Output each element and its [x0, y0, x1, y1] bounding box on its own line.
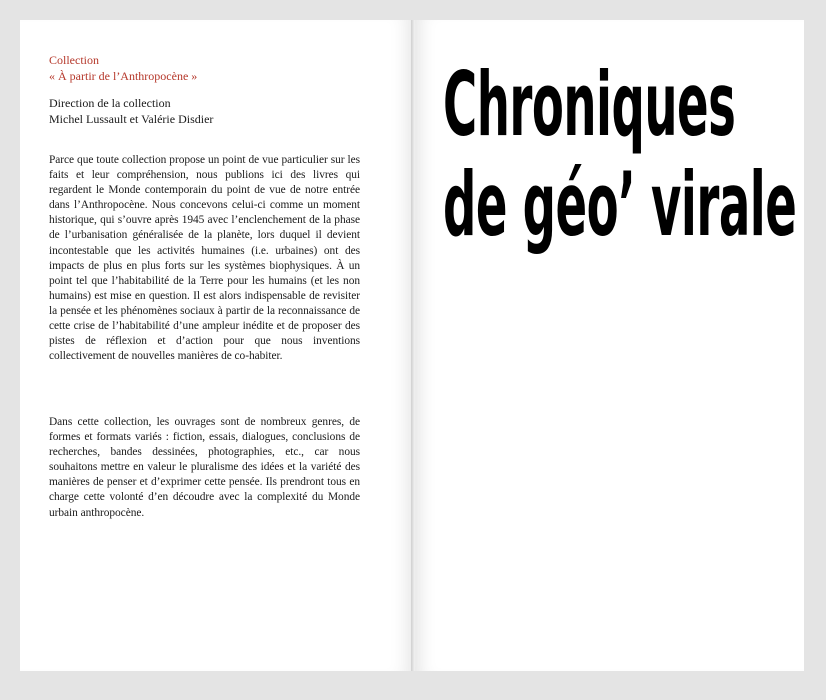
title-line-2: de géo’ virale	[443, 153, 797, 256]
collection-paragraph-1: Parce que toute collection propose un point de vue particulier sur les faits et leur compréhension, nous publions ici des livres qui regardent le Monde contemporain du point de vue de notre entrée dans l’Anthropocène. Nous concevons celui-ci comme un moment historique, qui s’ouvre après 1945 avec l’enclenchement de la phase de l’urbanisation généralisée de la planète, lors duquel il devient incontestable que les activités humaines (i.e. urbaines) ont des impacts de plus en plus forts sur les systèmes biophysiques. À un point tel que l’habitabilité de la Terre pour les humains (et les non humains) est mise en question. Il est alors indispensable de revisiter la pensée et les phénomènes sociaux à partir de la reconnaissance de cette crise de l’habitabilité d’une ampleur inédite et de proposer des pistes de réflexion et d’action pour que nous inventions collectivement de nouvelles manières de co-habiter.	[49, 154, 360, 363]
right-page	[415, 20, 804, 671]
collection-direction	[49, 95, 360, 127]
collection-paragraph-2: Dans cette collection, les ouvrages sont de nombreux genres, de formes et formats variés : fiction, essais, dialogues, conclusions de recherches, bandes dessinées, photographies, etc., car nous souhaitons mettre en valeur le pluralisme des idées et la variété des manières de penser et d’exprimer cette pensée. Ils prendront tous en charge cette volonté d’en découdre avec la complexité du Monde urbain anthropocène.	[49, 416, 360, 519]
left-page	[20, 20, 411, 671]
book-title	[443, 55, 796, 255]
collection-line-1: Collection	[49, 53, 99, 67]
title-line-1: Chroniques	[443, 53, 736, 156]
collection-label	[49, 52, 360, 84]
direction-names: Michel Lussault et Valérie Disdier	[49, 112, 214, 126]
direction-label: Direction de la collection	[49, 96, 171, 110]
collection-name: « À partir de l’Anthropocène »	[49, 69, 198, 83]
